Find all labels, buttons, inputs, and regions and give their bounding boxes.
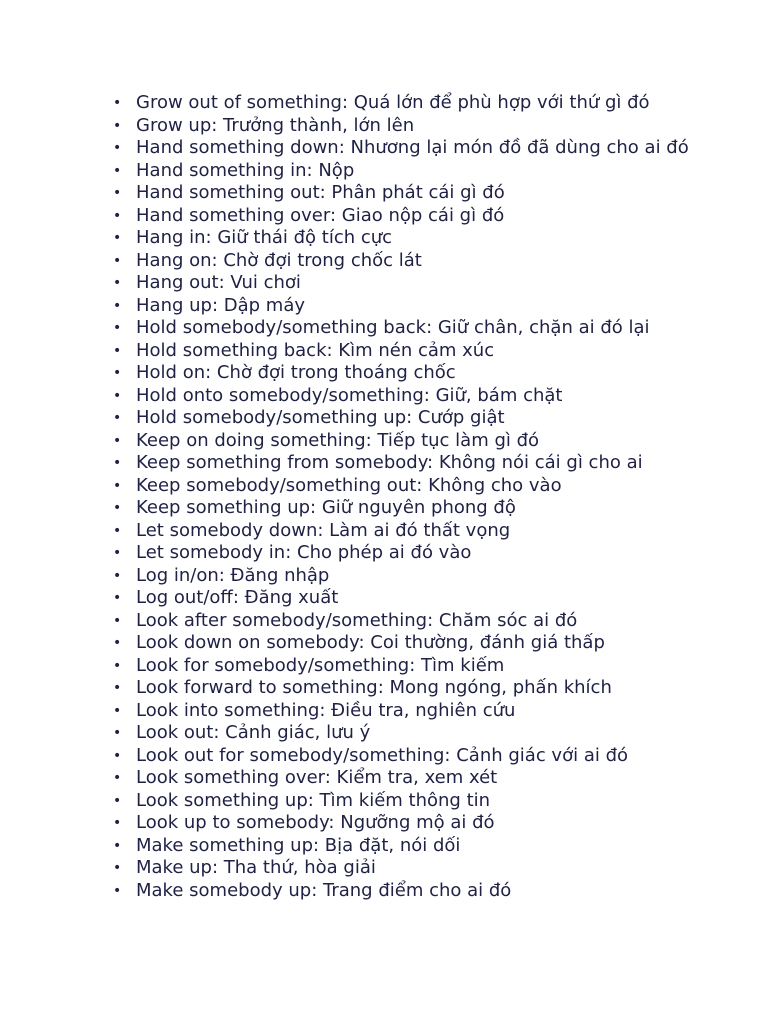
list-item: [110, 700, 710, 723]
list-item: [110, 880, 710, 903]
bullet-icon: •: [113, 792, 122, 809]
list-item: [110, 767, 710, 790]
list-item: [110, 340, 710, 363]
list-item-text: Make somebody up: Trang điểm cho ai đó: [136, 879, 512, 901]
list-item-text: Hang in: Giữ thái độ tích cực: [136, 227, 393, 248]
bullet-icon: •: [113, 365, 122, 381]
list-item: [110, 452, 710, 475]
bullet-icon: •: [113, 770, 122, 786]
list-item: [110, 497, 710, 520]
list-item-text: Look something over: Kiểm tra, xem xét: [136, 767, 498, 788]
list-item: [110, 362, 710, 385]
bullet-icon: •: [113, 500, 122, 516]
list-item-text: Look out for somebody/something: Cảnh giác với ai đó: [136, 744, 629, 766]
list-item-text: Grow out of something: Quá lớn để phù hợp với thứ gì đó: [136, 92, 650, 113]
list-item-text: Let somebody down: Làm ai đó thất vọng: [136, 519, 511, 541]
bullet-icon: •: [113, 342, 122, 359]
bullet-icon: •: [113, 567, 122, 584]
bullet-icon: •: [113, 545, 122, 561]
list-item-text: Look for somebody/something: Tìm kiếm: [136, 654, 505, 676]
bullet-icon: •: [113, 747, 122, 764]
bullet-icon: •: [113, 680, 122, 696]
bullet-icon: •: [113, 702, 122, 719]
list-item-text: Look after somebody/something: Chăm sóc ai đó: [136, 609, 578, 631]
list-item-text: Log in/on: Đăng nhập: [136, 564, 330, 586]
list-item-text: Look down on somebody: Coi thường, đánh giá thấp: [136, 632, 605, 653]
list-item-text: Keep something up: Giữ nguyên phong độ: [136, 497, 516, 518]
list-item-text: Log out/off: Đăng xuất: [136, 587, 339, 608]
bullet-icon: •: [113, 815, 122, 831]
list-item-text: Hold something back: Kìm nén cảm xúc: [136, 339, 495, 361]
list-item: [110, 137, 710, 160]
list-item: [110, 295, 710, 318]
list-item: [110, 182, 710, 205]
list-item: [110, 520, 710, 543]
phrasal-verb-list: [110, 92, 710, 902]
list-item: [110, 610, 710, 633]
bullet-icon: •: [113, 275, 122, 291]
bullet-icon: •: [113, 432, 122, 449]
list-item: [110, 632, 710, 655]
list-item-text: Keep on doing something: Tiếp tục làm gì đó: [136, 429, 540, 451]
list-item-text: Look forward to something: Mong ngóng, phấn khích: [136, 677, 612, 698]
list-item: [110, 115, 710, 138]
list-item-text: Keep something from somebody: Không nói cái gì cho ai: [136, 452, 643, 473]
list-item: [110, 385, 710, 408]
bullet-icon: •: [113, 657, 122, 674]
list-item-text: Keep somebody/something out: Không cho vào: [136, 474, 562, 496]
list-item-text: Grow up: Trưởng thành, lớn lên: [136, 114, 415, 136]
bullet-icon: •: [113, 185, 122, 201]
list-item: [110, 430, 710, 453]
list-item: [110, 317, 710, 340]
bullet-icon: •: [113, 455, 122, 471]
list-item: [110, 542, 710, 565]
list-item-text: Make something up: Bịa đặt, nói dối: [136, 834, 461, 856]
list-item: [110, 160, 710, 183]
bullet-icon: •: [113, 725, 122, 741]
list-item-text: Let somebody in: Cho phép ai đó vào: [136, 542, 472, 563]
list-item: [110, 677, 710, 700]
list-item: [110, 835, 710, 858]
bullet-icon: •: [113, 522, 122, 539]
list-item-text: Hold onto somebody/something: Giữ, bám chặt: [136, 384, 563, 406]
list-item: [110, 92, 710, 115]
list-item-text: Hang on: Chờ đợi trong chốc lát: [136, 249, 422, 271]
bullet-icon: •: [113, 140, 122, 156]
list-item: [110, 205, 710, 228]
list-item: [110, 655, 710, 678]
bullet-icon: •: [113, 117, 122, 134]
bullet-icon: •: [113, 387, 122, 404]
bullet-icon: •: [113, 635, 122, 651]
bullet-icon: •: [113, 410, 122, 426]
list-item-text: Hold on: Chờ đợi trong thoáng chốc: [136, 362, 456, 383]
list-item: [110, 857, 710, 880]
bullet-icon: •: [113, 252, 122, 269]
bullet-icon: •: [113, 860, 122, 876]
list-item-text: Look into something: Điều tra, nghiên cứu: [136, 699, 516, 721]
bullet-icon: •: [113, 230, 122, 246]
list-item-text: Hang out: Vui chơi: [136, 272, 301, 293]
bullet-icon: •: [113, 95, 122, 111]
bullet-icon: •: [113, 477, 122, 494]
list-item-text: Hang up: Dập máy: [136, 294, 305, 316]
bullet-icon: •: [113, 320, 122, 336]
list-item-text: Look up to somebody: Ngưỡng mộ ai đó: [136, 812, 495, 833]
list-item: [110, 812, 710, 835]
bullet-icon: •: [113, 612, 122, 629]
list-item-text: Hand something in: Nộp: [136, 159, 355, 181]
list-item: [110, 227, 710, 250]
list-item: [110, 745, 710, 768]
list-item: [110, 790, 710, 813]
list-item-text: Look something up: Tìm kiếm thông tin: [136, 789, 491, 811]
list-item: [110, 722, 710, 745]
bullet-icon: •: [113, 837, 122, 854]
list-item-text: Look out: Cảnh giác, lưu ý: [136, 722, 371, 743]
list-item: [110, 587, 710, 610]
list-item-text: Make up: Tha thứ, hòa giải: [136, 857, 376, 878]
list-item: [110, 250, 710, 273]
list-item-text: Hand something out: Phân phát cái gì đó: [136, 182, 505, 203]
list-item-text: Hold somebody/something up: Cướp giật: [136, 407, 505, 428]
list-item: [110, 475, 710, 498]
bullet-icon: •: [113, 882, 122, 899]
list-item: [110, 272, 710, 295]
bullet-icon: •: [113, 297, 122, 314]
list-item-text: Hand something over: Giao nộp cái gì đó: [136, 204, 505, 226]
list-item-text: Hold somebody/something back: Giữ chân, chặn ai đó lại: [136, 317, 650, 338]
list-item: [110, 565, 710, 588]
list-item: [110, 407, 710, 430]
list-item-text: Hand something down: Nhương lại món đồ đã dùng cho ai đó: [136, 137, 689, 158]
bullet-icon: •: [113, 162, 122, 179]
bullet-icon: •: [113, 590, 122, 606]
bullet-icon: •: [113, 207, 122, 224]
